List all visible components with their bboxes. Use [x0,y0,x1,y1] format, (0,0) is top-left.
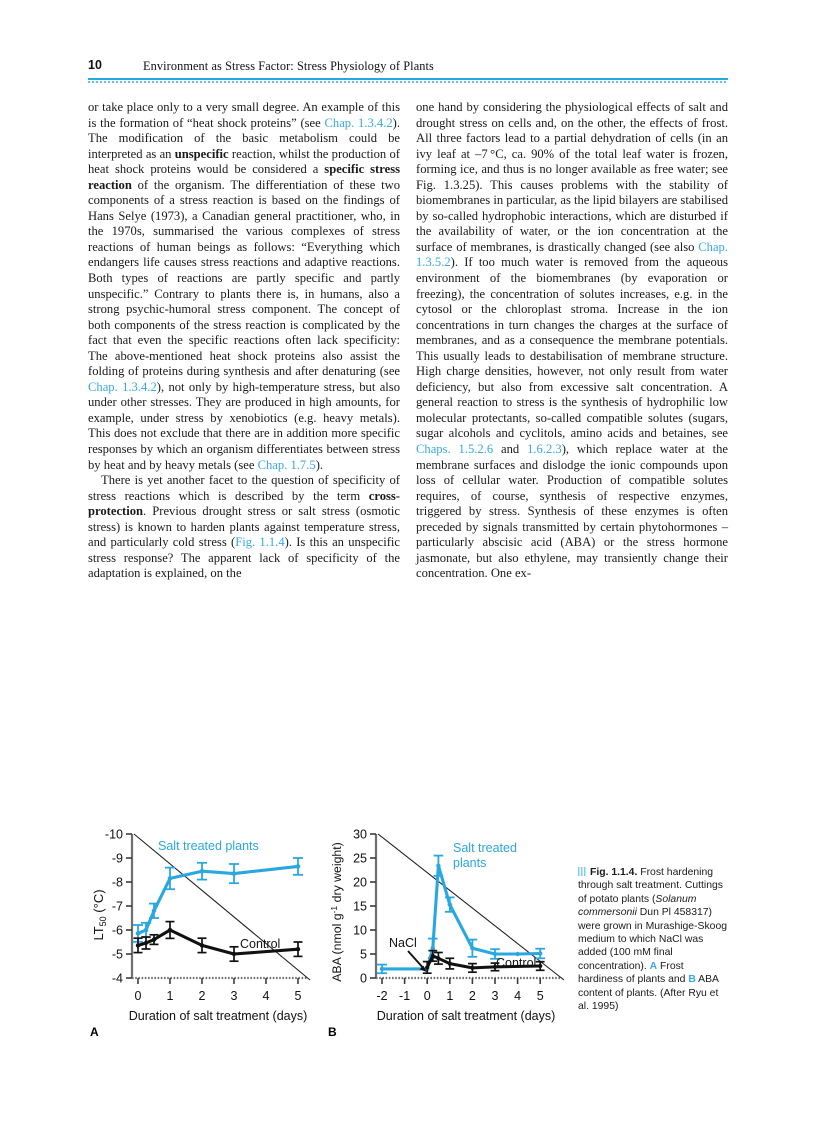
svg-text:2: 2 [198,989,206,1003]
body-paragraph: There is yet another facet to the question of specificity of stress reactions which is described by the term cross-protection. Previous drought stress or salt stress (osmotic stress) is known to harden plants against temperature stress, and particularly cold stress (Fig. 1.1.4). Is this an unspecific stress response? The apparent lack of specificity of the adaptation is explained, on the [88,473,400,581]
chart-a-svg [88,820,326,1040]
cross-reference-link[interactable]: Chap. 1.7.5 [257,457,316,472]
body-paragraph: or take place only to a very small degree. An example of this is the formation of “heat shock proteins” (see Chap. 1.3.4.2). The modification of the basic metabolism could be interpreted as an unspecific reaction, whilst the production of heat shock proteins would be considered a specific stress reaction of the organism. The differentiation of these two components of a stress reaction is based on the findings of Hans Selye (1973), a Canadian general practitioner, who, in the 1970s, summarised the various complexes of stress reactions of human beings as follows: “Everything which endangers life causes stress reactions and adaptive reactions. Both types of reactions are partly specific and partly unspecific.” Contrary to plants there is, in humans, also a strong psychic-humoral stress component. The concept of both components of the stress reaction is complicated by the fact that even the specific reactions often lack specificity: The above-mentioned heat shock proteins also assist the folding of proteins during synthesis and after denaturing (see Chap. 1.3.4.2), not only by high-temperature stress, but also under other stresses. They are produced in high amounts, for example, under stress by xenobiotics (e.g. heavy metals). This does not exclude that there are in addition more specific responses by which an organism differentiates between stress by heat and by heavy metals (see Chap. 1.7.5). [88,100,400,472]
svg-text:4: 4 [514,989,522,1003]
cross-reference-link[interactable]: Chap. 1.3.4.2 [88,379,157,394]
cross-reference-link[interactable]: Chaps. 1.5.2.6 [416,442,494,457]
body-column-left [88,100,400,582]
svg-text:1: 1 [166,989,174,1003]
chart-b-annotation-salt-line1: Salt treated [453,841,517,855]
chart-a-annotation-salt: Salt treated plants [158,839,259,853]
header-rule [88,78,728,80]
svg-text:30: 30 [353,827,367,842]
svg-text:2: 2 [468,989,476,1003]
chart-b-ylabel: ABA (nmol $g^{-1}$ dry weight) [329,842,344,982]
chart-a-ylabel [91,889,108,940]
cross-reference-link[interactable]: Chap. 1.3.4.2 [324,115,393,130]
svg-text:5: 5 [536,989,544,1003]
svg-text:5: 5 [294,989,302,1003]
figure-caption: Fig. 1.1.4. Frost hardening through salt treatment. Cuttings of potato plants (Solanum commersonii Dun Pl 458317) were grown in Murashige-Skoog medium to which NaCl was added (100 mM final concentration). A Frost hardiness of plants and B ABA content of plants. (After Ryu et al. 1995) [578,867,728,1013]
species-name: Solanum commersonii [578,893,697,919]
chart-a-annotation-control: Control [240,937,281,951]
chart-panel-b [326,820,586,1040]
svg-text:20: 20 [353,875,367,890]
chart-b-svg [326,820,586,1040]
svg-text:1: 1 [446,989,454,1003]
chart-a-yticklabels [105,828,123,986]
running-head-title: Environment as Stress Factor: Stress Physiology of Plants [143,59,434,73]
svg-text:LT50 (°C): $LT_{50}$ (°C) [91,889,108,941]
caption-panel-ref-b: B [688,974,696,986]
body-paragraph: one hand by considering the physiological effects of salt and drought stress on cells and, on the other, the effects of frost. All three factors lead to a partial dehydration of cells (in an ivy leaf at –7 °C, ca. 90% of the total leaf water is frozen, forming ice, and thus is no longer available as free water; see Fig. 1.3.25). This causes problems with the stability of biomembranes in particular, as the lipid bilayers are stabilised by so-called hydrophobic interactions, which are disturbed if the availability of water, or the ion concentration at the surface of membranes, is drastically changed (see also Chap. 1.3.5.2). If too much water is removed from the aqueous environment of the biomembranes (by evaporation or freezing), the concentration of solutes increases, e.g. in the cytosol or the chloroplast stroma. Increase in the ion concentrations in turn changes the charges at the surface of membranes, and as a consequence the membrane potentials. This usually leads to destabilisation of membrane structure. High charge densities, however, not only result from water deficiency, but also from excessive salt concentration. A general reaction to stress is the synthesis of hydrophilic low molecular protectants, so-called compatible solutes (sugars, sugar alcohols and cyclitols, amino acids and betaines, see Chaps. 1.5.2.6 and 1.6.2.3), which replace water at the membrane surfaces and dislodge the ionic compounds upon loss of cellular water. Production of compatible solutes requires, of course, synthesis of respective enzymes, triggered by stress. Synthesis of these enzymes is often preceded by signals transmitted by certain phytohormones – particularly abscisic acid (ABA) or the stress hormone jasmonate, but also ethylene, may transiently change their concentration. One ex- [416,100,728,581]
svg-text:-7: -7 [111,899,123,914]
svg-text:-8: -8 [111,875,123,890]
svg-text:4: 4 [262,989,270,1003]
svg-text:0: 0 [423,989,431,1003]
svg-text:-1: -1 [399,989,411,1003]
svg-text:15: 15 [353,899,367,914]
emphasised-term: cross-protection [88,488,400,519]
svg-text:-5: -5 [111,947,123,962]
chart-b-xlabel: Duration of salt treatment (days) [376,1009,556,1023]
figure-marker-icon [578,867,587,876]
body-column-right [416,100,728,582]
chart-a-xlabel: Duration of salt treatment (days) [128,1009,308,1023]
svg-text:3: 3 [491,989,499,1003]
svg-text:25: 25 [353,851,367,866]
page-header [88,58,728,88]
figure-number: Fig. 1.1.4. [590,867,638,878]
svg-text:10: 10 [353,923,367,938]
svg-text:3: 3 [230,989,238,1003]
chart-a-panel-letter: A [90,1025,99,1039]
svg-text:-9: -9 [111,851,123,866]
chart-b-annotation-salt-line2: plants [453,856,487,870]
chart-a-xticklabels [135,989,302,1003]
cross-reference-link[interactable]: Fig. 1.1.4 [235,535,285,550]
svg-text:-10: -10 [104,827,123,842]
cross-reference-link[interactable]: 1.6.2.3 [527,442,562,457]
svg-text:-4: -4 [111,971,123,986]
chart-b-yticklabels [353,828,367,986]
chart-panel-a [88,820,326,1040]
svg-text:0: 0 [360,971,367,986]
chart-b-annotation-nacl: NaCl [389,936,417,950]
header-rule-dotted [88,81,728,83]
chart-b-panel-letter: B [328,1025,337,1039]
chart-a-diagonal-overlay [134,834,310,980]
svg-text:0: 0 [134,989,142,1003]
svg-text:-6: -6 [111,923,123,938]
chart-b-xticklabels [376,989,543,1003]
emphasised-term: specific stress reaction [88,162,400,192]
page-number: 10 [88,58,102,72]
svg-text:-2: -2 [376,989,388,1003]
svg-text:5: 5 [360,947,367,962]
chart-b-annotation-control: Control [496,956,537,970]
emphasised-term: unspecific [174,146,229,161]
cross-reference-link[interactable]: Chap. 1.3.5.2 [416,239,728,270]
caption-panel-ref-a: A [649,960,658,972]
